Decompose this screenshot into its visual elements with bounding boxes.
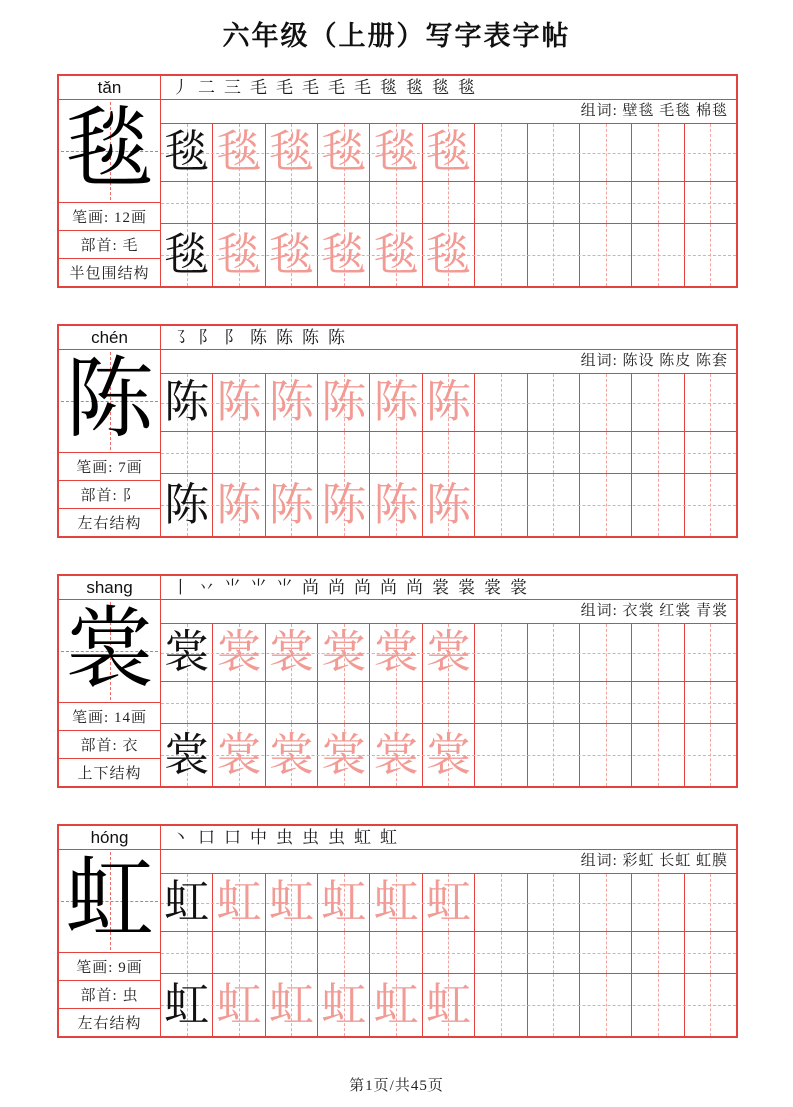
trace-character: 虹 (321, 877, 367, 927)
trace-character: 虹 (425, 979, 471, 1030)
pinyin-label: tǎn (59, 76, 160, 100)
page-footer: 第1页/共45页 (349, 1078, 444, 1094)
practice-cell (580, 682, 632, 723)
practice-cell (266, 124, 318, 181)
trace-character: 毯 (373, 229, 419, 280)
practice-column (161, 826, 736, 1036)
practice-cell (528, 974, 580, 1036)
main-character-cell (59, 100, 160, 202)
main-character-cell (59, 600, 160, 702)
practice-cell (580, 124, 632, 181)
stroke-glyph: 裳 (458, 578, 475, 597)
structure-label: 左右结构 (59, 1008, 160, 1036)
stroke-order-row (161, 326, 736, 350)
stroke-glyph: 尚 (302, 578, 319, 597)
stroke-glyph: 陈 (302, 328, 319, 347)
practice-cell (266, 624, 318, 681)
practice-cell (370, 682, 422, 723)
practice-cell (685, 182, 736, 223)
practice-cell (318, 624, 370, 681)
practice-cell (685, 474, 736, 536)
stroke-glyph: 陈 (328, 328, 345, 347)
main-character: 陈 (65, 352, 154, 449)
trace-character: 陈 (268, 377, 314, 427)
practice-cell (632, 874, 684, 931)
stroke-glyph: 三 (224, 78, 241, 97)
practice-row-2 (161, 974, 736, 1036)
stroke-glyph: 丷 (198, 578, 215, 597)
practice-cell (685, 874, 736, 931)
stroke-glyph: 毛 (302, 78, 319, 97)
stroke-glyph: 虹 (380, 828, 397, 847)
character-practice-block (57, 324, 738, 538)
practice-cell (528, 474, 580, 536)
model-character: 虹 (164, 979, 210, 1030)
trace-character: 陈 (216, 377, 262, 427)
pinyin-label: shang (59, 576, 160, 600)
practice-cell (266, 474, 318, 536)
stroke-glyph: 裳 (484, 578, 501, 597)
main-character: 裳 (65, 602, 154, 699)
trace-character: 毯 (425, 229, 471, 280)
stroke-glyph: 阝 (198, 328, 215, 347)
practice-cell (213, 474, 265, 536)
stroke-glyph: 毛 (328, 78, 345, 97)
trace-character: 裳 (373, 729, 419, 780)
practice-cell (318, 932, 370, 973)
practice-cell (213, 874, 265, 931)
practice-cell (528, 224, 580, 286)
practice-cell (161, 474, 213, 536)
practice-cell (370, 124, 422, 181)
practice-cell (475, 374, 527, 431)
practice-cell (318, 182, 370, 223)
model-character: 陈 (164, 479, 210, 530)
model-character: 裳 (164, 627, 210, 677)
practice-cell (580, 932, 632, 973)
practice-cell (580, 432, 632, 473)
practice-cell (632, 182, 684, 223)
trace-character: 虹 (268, 877, 314, 927)
practice-cell (475, 874, 527, 931)
practice-cell (685, 932, 736, 973)
model-character: 陈 (164, 377, 210, 427)
practice-cell (632, 624, 684, 681)
trace-character: 陈 (373, 377, 419, 427)
model-character: 毯 (164, 127, 210, 177)
practice-cell (370, 432, 422, 473)
practice-cell (370, 932, 422, 973)
practice-cell (580, 224, 632, 286)
practice-cell (370, 474, 422, 536)
practice-cell (475, 724, 527, 786)
word-compounds: 组词: 陈设 陈皮 陈套 (161, 350, 736, 374)
practice-cell (685, 682, 736, 723)
stroke-glyph: 裳 (432, 578, 449, 597)
word-compounds: 组词: 壁毯 毛毯 棉毯 (161, 100, 736, 124)
practice-cell (161, 224, 213, 286)
practice-cell (580, 874, 632, 931)
trace-character: 裳 (373, 627, 419, 677)
practice-cell (632, 224, 684, 286)
practice-cell (632, 432, 684, 473)
practice-cell (161, 624, 213, 681)
trace-character: 虹 (268, 979, 314, 1030)
practice-cell (528, 682, 580, 723)
practice-cell (580, 974, 632, 1036)
practice-cell (318, 682, 370, 723)
trace-character: 裳 (425, 729, 471, 780)
practice-row-2 (161, 224, 736, 286)
stroke-order-row (161, 76, 736, 100)
practice-cell (318, 724, 370, 786)
practice-cell (475, 224, 527, 286)
structure-label: 半包围结构 (59, 258, 160, 286)
trace-character: 虹 (321, 979, 367, 1030)
practice-row-2 (161, 724, 736, 786)
practice-gap-row (161, 182, 736, 224)
structure-label: 左右结构 (59, 508, 160, 536)
trace-character: 裳 (321, 627, 367, 677)
practice-row-1 (161, 874, 736, 932)
trace-character: 陈 (321, 377, 367, 427)
practice-cell (528, 374, 580, 431)
character-info-column (59, 76, 161, 286)
practice-cell (580, 182, 632, 223)
structure-label: 上下结构 (59, 758, 160, 786)
character-info-column (59, 826, 161, 1036)
practice-cell (423, 432, 475, 473)
practice-cell (266, 724, 318, 786)
practice-cell (632, 682, 684, 723)
practice-cell (528, 932, 580, 973)
trace-character: 虹 (425, 877, 471, 927)
practice-cell (423, 374, 475, 431)
stroke-glyph: ㇌ (172, 328, 189, 347)
practice-cell (528, 432, 580, 473)
character-practice-block (57, 574, 738, 788)
main-character-cell (59, 350, 160, 452)
practice-cell (318, 124, 370, 181)
practice-cell (475, 932, 527, 973)
stroke-glyph: 尚 (354, 578, 371, 597)
practice-cell (475, 124, 527, 181)
stroke-order-row (161, 576, 736, 600)
practice-gap-row (161, 932, 736, 974)
practice-cell (475, 974, 527, 1036)
stroke-order-row (161, 826, 736, 850)
character-blocks (57, 74, 738, 1038)
stroke-glyph: 毛 (250, 78, 267, 97)
practice-cell (475, 432, 527, 473)
trace-character: 虹 (216, 979, 262, 1030)
practice-row-2 (161, 474, 736, 536)
stroke-count-label: 笔画: 7画 (59, 452, 160, 480)
practice-cell (370, 224, 422, 286)
practice-cell (161, 182, 213, 223)
stroke-glyph: 丶 (172, 828, 189, 847)
practice-cell (528, 874, 580, 931)
practice-cell (423, 932, 475, 973)
practice-cell (423, 974, 475, 1036)
practice-cell (266, 874, 318, 931)
stroke-glyph: 中 (250, 828, 267, 847)
practice-cell (318, 224, 370, 286)
model-character: 裳 (164, 729, 210, 780)
stroke-glyph: ⺌ (276, 578, 293, 597)
trace-character: 毯 (321, 229, 367, 280)
trace-character: 虹 (373, 877, 419, 927)
stroke-glyph: 毯 (458, 78, 475, 97)
practice-cell (318, 874, 370, 931)
practice-cell (580, 624, 632, 681)
model-character: 虹 (164, 877, 210, 927)
stroke-glyph: 阝 (224, 328, 241, 347)
practice-cell (580, 724, 632, 786)
trace-character: 裳 (216, 729, 262, 780)
practice-cell (161, 724, 213, 786)
practice-cell (318, 432, 370, 473)
trace-character: 裳 (321, 729, 367, 780)
stroke-glyph: 虫 (328, 828, 345, 847)
trace-character: 陈 (373, 479, 419, 530)
main-character: 毯 (65, 102, 154, 199)
practice-cell (161, 432, 213, 473)
practice-cell (423, 182, 475, 223)
practice-cell (266, 974, 318, 1036)
practice-cell (528, 724, 580, 786)
stroke-count-label: 笔画: 14画 (59, 702, 160, 730)
practice-column (161, 326, 736, 536)
practice-column (161, 576, 736, 786)
word-compounds: 组词: 彩虹 长虹 虹膜 (161, 850, 736, 874)
practice-cell (318, 974, 370, 1036)
pinyin-label: chén (59, 326, 160, 350)
stroke-glyph: 口 (224, 828, 241, 847)
stroke-glyph: 二 (198, 78, 215, 97)
stroke-glyph: 丿 (172, 78, 189, 97)
practice-column (161, 76, 736, 286)
stroke-glyph: 口 (198, 828, 215, 847)
practice-cell (423, 474, 475, 536)
practice-cell (370, 624, 422, 681)
practice-row-1 (161, 374, 736, 432)
practice-cell (528, 124, 580, 181)
practice-cell (161, 124, 213, 181)
practice-cell (213, 374, 265, 431)
practice-cell (370, 374, 422, 431)
trace-character: 毯 (425, 127, 471, 177)
trace-character: 毯 (268, 229, 314, 280)
character-practice-block (57, 824, 738, 1038)
practice-cell (370, 182, 422, 223)
practice-cell (475, 682, 527, 723)
stroke-glyph: 虹 (354, 828, 371, 847)
stroke-glyph: 毛 (276, 78, 293, 97)
practice-cell (685, 724, 736, 786)
practice-cell (685, 124, 736, 181)
stroke-glyph: 毯 (406, 78, 423, 97)
character-info-column (59, 326, 161, 536)
stroke-glyph: 丨 (172, 578, 189, 597)
practice-row-1 (161, 624, 736, 682)
stroke-glyph: 尚 (406, 578, 423, 597)
trace-character: 裳 (268, 729, 314, 780)
practice-cell (213, 124, 265, 181)
practice-cell (213, 624, 265, 681)
trace-character: 毯 (321, 127, 367, 177)
practice-gap-row (161, 682, 736, 724)
practice-cell (370, 874, 422, 931)
trace-character: 裳 (216, 627, 262, 677)
stroke-glyph: 尚 (328, 578, 345, 597)
radical-label: 部首: 阝 (59, 480, 160, 508)
practice-cell (475, 182, 527, 223)
main-character-cell (59, 850, 160, 952)
stroke-glyph: 毯 (432, 78, 449, 97)
practice-cell (161, 974, 213, 1036)
trace-character: 毯 (373, 127, 419, 177)
stroke-glyph: 尚 (380, 578, 397, 597)
trace-character: 裳 (425, 627, 471, 677)
practice-cell (528, 182, 580, 223)
practice-cell (266, 682, 318, 723)
trace-character: 虹 (373, 979, 419, 1030)
radical-label: 部首: 毛 (59, 230, 160, 258)
practice-cell (161, 682, 213, 723)
stroke-glyph: 陈 (276, 328, 293, 347)
practice-cell (266, 224, 318, 286)
practice-cell (423, 874, 475, 931)
trace-character: 裳 (268, 627, 314, 677)
trace-character: 陈 (216, 479, 262, 530)
word-compounds: 组词: 衣裳 红裳 青裳 (161, 600, 736, 624)
practice-cell (475, 474, 527, 536)
practice-cell (632, 724, 684, 786)
stroke-count-label: 笔画: 9画 (59, 952, 160, 980)
practice-cell (161, 874, 213, 931)
trace-character: 毯 (268, 127, 314, 177)
character-practice-block (57, 74, 738, 288)
practice-cell (632, 932, 684, 973)
practice-cell (685, 974, 736, 1036)
practice-cell (213, 724, 265, 786)
practice-cell (213, 182, 265, 223)
pinyin-label: hóng (59, 826, 160, 850)
practice-cell (213, 974, 265, 1036)
practice-gap-row (161, 432, 736, 474)
practice-cell (475, 624, 527, 681)
stroke-glyph: 毛 (354, 78, 371, 97)
practice-cell (423, 682, 475, 723)
practice-cell (685, 432, 736, 473)
stroke-glyph: 虫 (302, 828, 319, 847)
practice-cell (161, 932, 213, 973)
character-info-column (59, 576, 161, 786)
practice-cell (580, 474, 632, 536)
practice-cell (370, 974, 422, 1036)
practice-cell (685, 624, 736, 681)
trace-character: 陈 (268, 479, 314, 530)
trace-character: 毯 (216, 229, 262, 280)
practice-cell (423, 124, 475, 181)
radical-label: 部首: 衣 (59, 730, 160, 758)
trace-character: 毯 (216, 127, 262, 177)
radical-label: 部首: 虫 (59, 980, 160, 1008)
practice-cell (423, 224, 475, 286)
main-character: 虹 (65, 852, 154, 949)
practice-cell (632, 974, 684, 1036)
practice-cell (266, 432, 318, 473)
trace-character: 陈 (425, 377, 471, 427)
practice-cell (632, 124, 684, 181)
stroke-glyph: 虫 (276, 828, 293, 847)
stroke-glyph: 毯 (380, 78, 397, 97)
stroke-count-label: 笔画: 12画 (59, 202, 160, 230)
practice-cell (213, 432, 265, 473)
practice-cell (266, 932, 318, 973)
practice-cell (213, 224, 265, 286)
practice-cell (318, 374, 370, 431)
practice-cell (685, 374, 736, 431)
stroke-glyph: ⺌ (250, 578, 267, 597)
practice-cell (318, 474, 370, 536)
trace-character: 陈 (425, 479, 471, 530)
page-title: 六年级（上册）写字表字帖 (222, 21, 571, 51)
practice-cell (266, 374, 318, 431)
trace-character: 陈 (321, 479, 367, 530)
practice-cell (632, 474, 684, 536)
practice-cell (161, 374, 213, 431)
practice-cell (266, 182, 318, 223)
practice-cell (213, 682, 265, 723)
stroke-glyph: ⺌ (224, 578, 241, 597)
model-character: 毯 (164, 229, 210, 280)
practice-cell (213, 932, 265, 973)
practice-cell (580, 374, 632, 431)
practice-cell (528, 624, 580, 681)
practice-cell (423, 724, 475, 786)
trace-character: 虹 (216, 877, 262, 927)
practice-cell (423, 624, 475, 681)
practice-row-1 (161, 124, 736, 182)
practice-cell (370, 724, 422, 786)
practice-cell (632, 374, 684, 431)
stroke-glyph: 陈 (250, 328, 267, 347)
stroke-glyph: 裳 (510, 578, 527, 597)
practice-cell (685, 224, 736, 286)
